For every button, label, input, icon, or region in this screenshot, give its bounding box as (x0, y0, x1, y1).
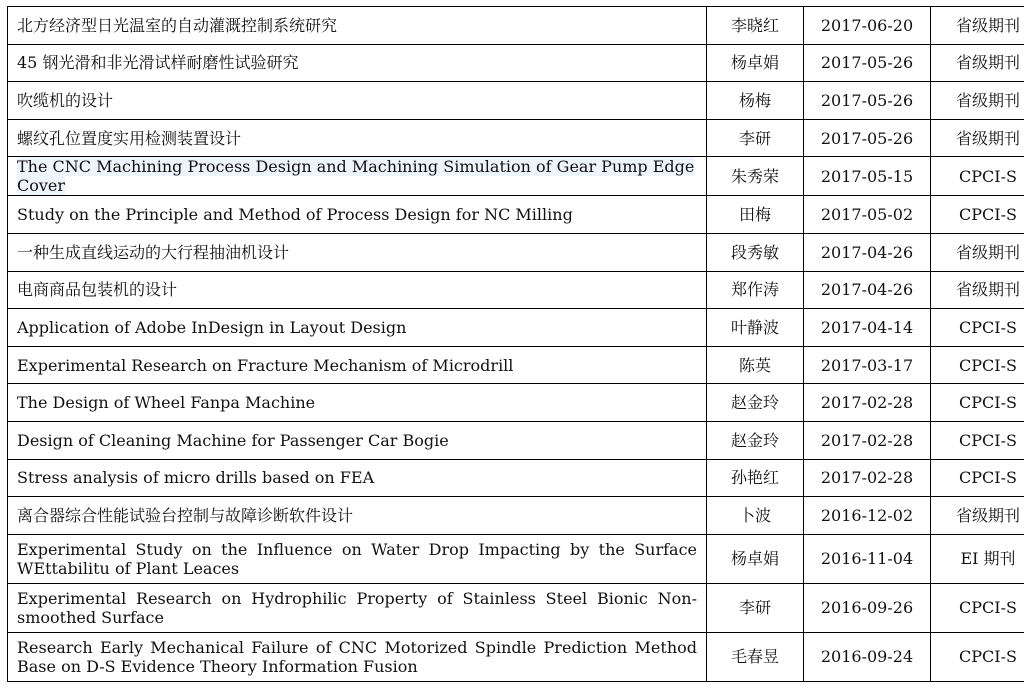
table-row (8, 7, 1024, 45)
paper-author: 杨卓娟 (707, 534, 804, 583)
paper-title: 离合器综合性能试验台控制与故障诊断软件设计 (8, 497, 707, 535)
paper-type: CPCI-S (931, 459, 1024, 497)
paper-date: 2017-05-26 (804, 44, 931, 82)
paper-title (8, 157, 707, 196)
paper-author: 陈英 (707, 346, 804, 384)
paper-type: CPCI-S (931, 632, 1024, 681)
table-row (8, 309, 1024, 347)
table-row (8, 271, 1024, 309)
paper-type: 省级期刊 (931, 7, 1024, 45)
paper-author: 毛春昱 (707, 632, 804, 681)
table-row (8, 157, 1024, 196)
paper-date: 2017-05-15 (804, 157, 931, 196)
paper-title: 45 钢光滑和非光滑试样耐磨性试验研究 (8, 44, 707, 82)
paper-type: CPCI-S (931, 583, 1024, 632)
paper-title: The Design of Wheel Fanpa Machine (8, 384, 707, 422)
table-row (8, 196, 1024, 234)
paper-date: 2017-04-14 (804, 309, 931, 347)
paper-title: Study on the Principle and Method of Process Design for NC Milling (8, 196, 707, 234)
paper-type: CPCI-S (931, 421, 1024, 459)
paper-date: 2017-04-26 (804, 233, 931, 271)
paper-title: 吹缆机的设计 (8, 82, 707, 120)
paper-type: CPCI-S (931, 384, 1024, 422)
paper-date: 2017-06-20 (804, 7, 931, 45)
table-row (8, 82, 1024, 120)
paper-date: 2017-05-26 (804, 82, 931, 120)
paper-author: 李研 (707, 583, 804, 632)
paper-date: 2017-03-17 (804, 346, 931, 384)
paper-date: 2016-11-04 (804, 534, 931, 583)
paper-author: 李晓红 (707, 7, 804, 45)
table-row (8, 421, 1024, 459)
table-row (8, 534, 1024, 583)
paper-date: 2017-02-28 (804, 384, 931, 422)
table-row (8, 346, 1024, 384)
table-row (8, 384, 1024, 422)
table-row (8, 497, 1024, 535)
paper-date: 2017-02-28 (804, 421, 931, 459)
paper-type: 省级期刊 (931, 497, 1024, 535)
paper-author: 赵金玲 (707, 384, 804, 422)
paper-title: Experimental Research on Fracture Mechanism of Microdrill (8, 346, 707, 384)
table-row (8, 583, 1024, 632)
paper-author: 郑作涛 (707, 271, 804, 309)
paper-author: 李研 (707, 119, 804, 157)
paper-title: Research Early Mechanical Failure of CNC Motorized Spindle Prediction Method Base on D-S Evidence Theory Information Fusion (8, 632, 707, 681)
paper-title: 一种生成直线运动的大行程抽油机设计 (8, 233, 707, 271)
paper-date: 2017-02-28 (804, 459, 931, 497)
paper-type: CPCI-S (931, 309, 1024, 347)
paper-author: 朱秀荣 (707, 157, 804, 196)
table-row (8, 119, 1024, 157)
paper-title: Stress analysis of micro drills based on FEA (8, 459, 707, 497)
paper-type: 省级期刊 (931, 119, 1024, 157)
paper-author: 段秀敏 (707, 233, 804, 271)
paper-title: Design of Cleaning Machine for Passenger Car Bogie (8, 421, 707, 459)
paper-type: 省级期刊 (931, 271, 1024, 309)
paper-author: 孙艳红 (707, 459, 804, 497)
paper-date: 2017-05-26 (804, 119, 931, 157)
paper-date: 2017-05-02 (804, 196, 931, 234)
paper-title: 电商商品包装机的设计 (8, 271, 707, 309)
paper-title: Experimental Study on the Influence on Water Drop Impacting by the Surface WEttabilitu of Plant Leaces (8, 534, 707, 583)
paper-author: 杨卓娟 (707, 44, 804, 82)
publications-table (7, 6, 1024, 682)
paper-date: 2016-09-24 (804, 632, 931, 681)
paper-title: Experimental Research on Hydrophilic Property of Stainless Steel Bionic Non-smoothed Surface (8, 583, 707, 632)
paper-title: 北方经济型日光温室的自动灌溉控制系统研究 (8, 7, 707, 45)
table-row (8, 632, 1024, 681)
paper-author: 杨梅 (707, 82, 804, 120)
paper-type: CPCI-S (931, 196, 1024, 234)
paper-date: 2017-04-26 (804, 271, 931, 309)
paper-author: 叶静波 (707, 309, 804, 347)
table-row (8, 459, 1024, 497)
paper-type: EI 期刊 (931, 534, 1024, 583)
table-row (8, 233, 1024, 271)
paper-title: Application of Adobe InDesign in Layout Design (8, 309, 707, 347)
paper-author: 赵金玲 (707, 421, 804, 459)
paper-title: 螺纹孔位置度实用检测装置设计 (8, 119, 707, 157)
paper-date: 2016-12-02 (804, 497, 931, 535)
paper-type: CPCI-S (931, 157, 1024, 196)
paper-type: 省级期刊 (931, 82, 1024, 120)
paper-title-text: The CNC Machining Process Design and Machining Simulation of Gear Pump Edge Cover (17, 157, 695, 196)
paper-author: 田梅 (707, 196, 804, 234)
paper-type: 省级期刊 (931, 233, 1024, 271)
paper-type: 省级期刊 (931, 44, 1024, 82)
table-row (8, 44, 1024, 82)
paper-type: CPCI-S (931, 346, 1024, 384)
paper-author: 卜波 (707, 497, 804, 535)
paper-date: 2016-09-26 (804, 583, 931, 632)
